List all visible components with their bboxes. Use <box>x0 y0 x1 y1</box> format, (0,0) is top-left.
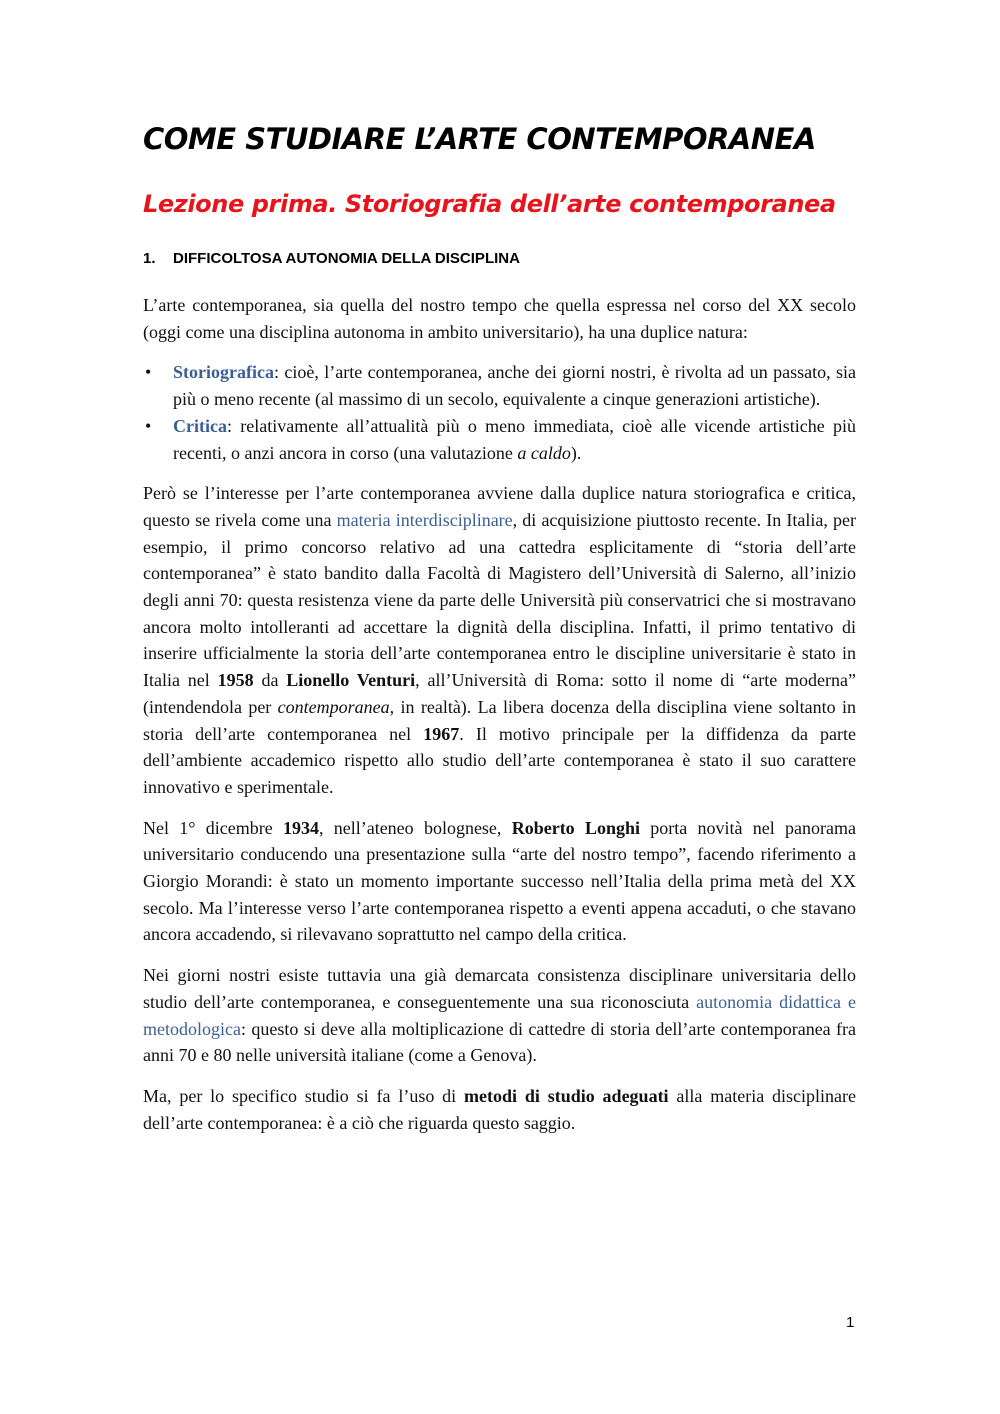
term-critica: Critica <box>173 415 227 436</box>
longhi-paragraph: Nel 1° dicembre 1934, nell’ateneo bolognese, Roberto Longhi porta novità nel panorama universitario conducendo una presentazione sulla “arte del nostro tempo”, facendo riferimento a Giorgio Morandi: è stato un momento importante successo nell’Italia della prima metà del XX secolo. Ma l’interesse verso l’arte contemporanea rispetto a eventi appena accaduti, o che stavano ancora accadendo, si rilevavano soprattutto nel campo della critica. <box>143 817 856 945</box>
methods-paragraph: Ma, per lo specifico studio si fa l’uso di metodi di studio adeguati alla materia disciplinare dell’arte contemporanea: è a ciò che riguarda questo saggio. <box>143 1085 857 1133</box>
autonomy-link[interactable]: autonomia didattica e metodologica <box>143 991 857 1039</box>
nature-list <box>143 359 856 466</box>
interdisciplinary-link[interactable]: materia interdisciplinare <box>336 509 513 530</box>
intro-paragraph: L’arte contemporanea, sia quella del nostro tempo che quella espressa nel corso del XX secolo (oggi come una disciplina autonoma in ambito universitario), ha una duplice natura: <box>143 295 856 342</box>
autonomy-paragraph: Nei giorni nostri esiste tuttavia una già demarcata consistenza disciplinare universitaria dello studio dell’arte contemporanea, e conseguentemente una sua riconosciuta autonomia didattica e metodologica: questo si deve alla moltiplicazione di cattedre di storia dell’arte contemporanea fra anni 70 e 80 nelle università italiane (come a Genova). <box>143 965 857 1066</box>
page-number: 1 <box>846 1314 855 1331</box>
lesson-subtitle: Lezione prima. Storiografia dell’arte contemporanea <box>143 190 836 218</box>
list-item: • Storiografica: cioè, l’arte contemporanea, anche dei giorni nostri, è rivolta ad un passato, sia più o meno recente (al massimo di un secolo, equivalente a cinque generazioni artistiche). <box>143 359 856 412</box>
section-heading <box>143 250 520 267</box>
section-number: 1. <box>143 250 156 267</box>
bullet-icon: • <box>145 362 152 383</box>
term-storiografica: Storiografica <box>173 362 274 383</box>
document-body <box>143 292 856 1150</box>
section-title: DIFFICOLTOSA AUTONOMIA DELLA DISCIPLINA <box>173 250 520 267</box>
document-title: COME STUDIARE L’ARTE CONTEMPORANEA <box>143 122 816 156</box>
history-paragraph: Però se l’interesse per l’arte contemporanea avviene dalla duplice natura storiografica e critica, questo se rivela come una materia interdisciplinare, di acquisizione piuttosto recente. In Italia, per esempio, il primo concorso relativo ad una cattedra esplicitamente di “storia dell’arte contemporanea” è stato bandito dalla Facoltà di Magistero dell’Università di Salerno, all’inizio degli anni 70: questa resistenza viene da parte delle Università più conservatrici che si mostravano ancora molto intolleranti ad accettare la dignità della disciplina. Infatti, il primo tentativo di inserire ufficialmente la storia dell’arte contemporanea entro le discipline universitarie è stato in Italia nel 1958 da Lionello Venturi, all’Università di Roma: sotto il nome di “arte moderna” (intendendola per contemporanea, in realtà). La libera docenza della disciplina viene soltanto in storia dell’arte contemporanea nel 1967. Il motivo principale per la diffidenza da parte dell’ambiente accademico rispetto allo studio dell’arte contemporanea è stato il suo carattere innovativo e sperimentale. <box>143 483 856 797</box>
bullet-icon: • <box>145 415 152 436</box>
list-item: • Critica: relativamente all’attualità più o meno immediata, cioè alle vicende artistiche più recenti, o anzi ancora in corso (una valutazione a caldo). <box>143 413 856 466</box>
